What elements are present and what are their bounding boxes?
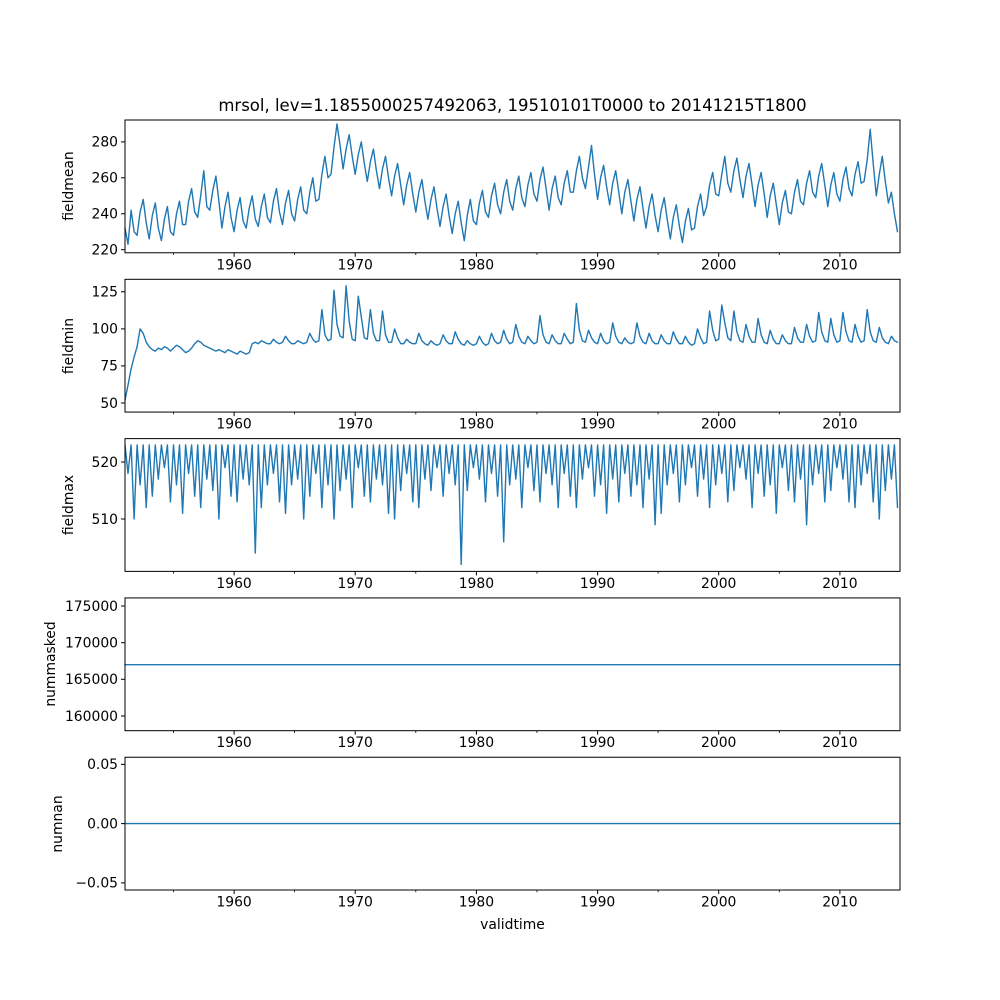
y-axis-label-nummasked: nummasked [43,621,59,707]
fieldmean-line [125,124,898,244]
panel-fieldmean [91,120,900,273]
x-tick-label: 1960 [216,735,252,752]
x-tick-label: 1960 [216,575,252,592]
panel-frame [125,120,900,253]
x-tick-label: 1960 [216,257,252,274]
y-tick-label: 100 [91,321,118,338]
x-tick-label: 1970 [337,894,373,911]
x-tick-label: 1960 [216,894,252,911]
x-tick-label: 1980 [458,416,495,433]
x-tick-label: 1990 [579,575,616,592]
y-tick-label: 75 [100,358,118,375]
x-tick-label: 2010 [822,257,858,274]
y-tick-label: 175000 [64,598,118,615]
x-tick-label: 1970 [337,416,373,433]
panel-numnan [75,757,900,910]
x-tick-label: 1980 [458,894,495,911]
panel-fieldmin [91,279,900,432]
x-tick-label: 1970 [337,735,373,752]
y-tick-label: 0.05 [87,757,118,774]
x-tick-label: 2000 [701,575,737,592]
x-tick-label: 1990 [579,257,616,274]
x-tick-label: 1990 [579,735,616,752]
y-tick-label: 165000 [64,672,118,689]
x-tick-label: 2010 [822,735,858,752]
y-tick-label: 240 [91,206,118,223]
x-tick-label: 1990 [579,416,616,433]
y-tick-label: 510 [91,511,118,528]
y-tick-label: 0.00 [87,816,118,833]
x-tick-label: 1980 [458,257,495,274]
y-tick-label: 260 [91,170,118,187]
x-tick-label: 2010 [822,894,858,911]
x-tick-label: 1980 [458,575,495,592]
x-tick-label: 1970 [337,575,373,592]
panel-nummasked [65,598,900,751]
y-axis-label-fieldmax: fieldmax [61,474,77,536]
panel-frame [125,279,900,412]
x-tick-label: 2000 [701,257,737,274]
x-tick-label: 2010 [822,416,858,433]
y-tick-label: −0.05 [75,875,118,892]
y-tick-label: 170000 [64,635,118,652]
y-tick-label: 125 [91,284,118,301]
y-axis-label-numnan: numnan [50,795,66,853]
x-tick-label: 2000 [701,894,737,911]
x-tick-label: 2000 [701,416,737,433]
x-tick-label: 1970 [337,257,373,274]
fieldmin-line [125,286,898,400]
y-tick-label: 160000 [64,708,118,725]
chart-title: mrsol, lev=1.1855000257492063, 19510101T0000 to 20141215T1800 [218,96,807,115]
y-tick-label: 520 [91,454,118,471]
x-axis-label: validtime [480,917,545,933]
x-tick-label: 2010 [822,575,858,592]
y-tick-label: 280 [91,134,118,151]
fieldmax-line [125,445,898,565]
panel-fieldmax [91,439,900,592]
x-tick-label: 1990 [579,894,616,911]
y-tick-label: 220 [91,242,118,259]
x-tick-label: 1980 [458,735,495,752]
y-axis-label-fieldmin: fieldmin [61,317,77,375]
x-tick-label: 2000 [701,735,737,752]
y-tick-label: 50 [100,395,118,412]
y-axis-label-fieldmean: fieldmean [61,151,77,221]
x-tick-label: 1960 [216,416,252,433]
